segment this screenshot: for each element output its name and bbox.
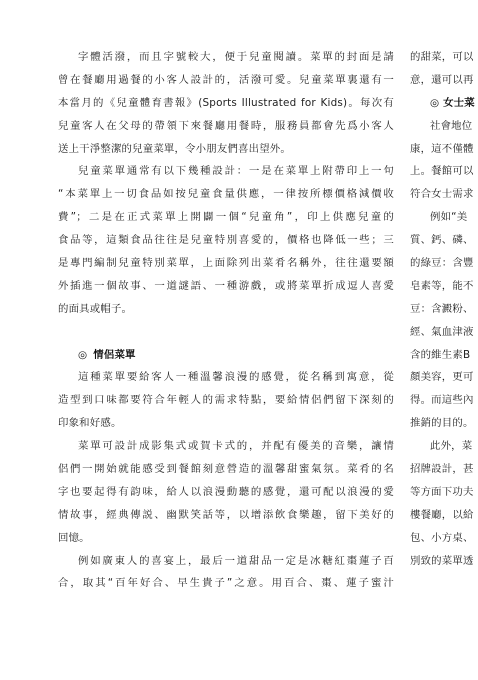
heading-text: 情侶菜單: [93, 348, 136, 361]
paragraph-wedding-example: [58, 550, 394, 596]
text-line: 顏美容，更可: [410, 371, 474, 384]
text-line: 兒童客人在父母的帶領下來餐廳用餐時，服務員都會先爲小客人: [58, 119, 394, 132]
text-line: 兒童菜單通常有以下幾種設計：一是在菜單上附帶印上一句: [78, 165, 394, 178]
text-line: 康，這不僅體: [410, 142, 474, 155]
text-line: “本菜單上一切食品如按兒童食量供應，一律按所標價格減價收: [58, 188, 394, 201]
section-spacer: [58, 321, 394, 344]
text-line: 意，還可以再: [410, 73, 474, 86]
text-line: 上。餐館可以: [410, 165, 474, 178]
text-line: 是專門編制兒童特別菜單，上面除列出菜肴名稱外，往往還要額: [58, 257, 394, 270]
text-line: 招牌設計，甚: [410, 463, 474, 476]
paragraph-children-menu-intro: [58, 46, 394, 160]
text-line: 情故事，經典傳説、幽默笑話等，以增添飲食樂趣，留下美好的: [58, 508, 394, 521]
text-line: 得。而這些內: [410, 394, 474, 407]
text-line: 例如廣東人的喜宴上，最后一道甜品一定是冰糖紅棗蓮子百: [78, 554, 394, 567]
right-column-cropped: [410, 46, 478, 572]
paragraph-children-menu-designs: [58, 160, 394, 320]
text-line: 的甜菜，可以: [410, 51, 474, 63]
text-line: 送上干淨整潔的兒童菜單，令小朋友們喜出望外。: [58, 142, 291, 155]
text-line: 別致的菜單透: [410, 554, 474, 567]
section-heading-womens-menu: ◎ 女士菜: [430, 96, 475, 109]
text-line: 食品等，這類食品往往是兒童特別喜愛的，價格也降低一些；三: [58, 234, 394, 247]
text-line: 造型到口味都要符合年輕人的需求特點，要給情侶們留下深刻的: [58, 394, 394, 407]
text-line: 合，取其“百年好合、早生貴子”之意。用百合、棗、蓮子蜜汁: [58, 577, 394, 590]
text-line: 外插進一個故事、一道謎語、一種游戲，或將菜單折成逗人喜愛: [58, 279, 394, 292]
section-bullet: ◎: [78, 348, 88, 361]
text-line: 豆：含澱粉、: [410, 302, 474, 315]
text-line: 曾在餐廳用過餐的小客人設計的，活潑可愛。兒童菜單裏還有一: [58, 73, 394, 86]
text-line: 回憶。: [58, 531, 90, 544]
text-line: 符合女士需求: [410, 188, 474, 201]
text-line: 等方面下功夫: [410, 485, 474, 498]
text-line: 此外，菜: [430, 440, 473, 453]
text-line: 字也要起得有韵味，給人以浪漫動聽的感覺，還可配以浪漫的愛: [58, 485, 394, 498]
text-line: 的綠豆：含豐: [410, 257, 474, 270]
text-line: 包、小方桌、: [410, 531, 474, 544]
text-line: 含的維生素B: [410, 348, 471, 361]
text-line: 皂素等，能不: [410, 279, 474, 292]
paragraph-couples-menu-design: [58, 435, 394, 549]
paragraph-couples-menu-intro: [58, 366, 394, 435]
text-line: 本當月的《兒童體育書報》(Sports Illustrated for Kids)。每次有: [58, 96, 394, 109]
text-line: 印象和好感。: [58, 417, 122, 430]
text-line: 的面具或帽子。: [58, 302, 133, 315]
section-heading-couples-menu: [58, 344, 394, 367]
text-line: 例如“美: [430, 211, 468, 224]
text-line: 侶們一開始就能感受到餐館刻意營造的溫馨甜蜜氣氛。菜肴的名: [58, 463, 394, 476]
text-line: 經、氣血津液: [410, 325, 474, 338]
text-line: 費”；二是在正式菜單上開闢一個“兒童角”，印上供應兒童的: [58, 211, 394, 224]
text-line: 菜單可設計成影集式或賀卡式的，并配有優美的音樂，讓情: [78, 440, 394, 453]
text-line: 樓餐廳，以給: [410, 508, 474, 521]
text-line: 推銷的目的。: [410, 417, 474, 430]
text-line: 字體活潑，而且字號較大，便于兒童閱讀。菜單的封面是請: [78, 51, 394, 63]
text-line: 這種菜單要給客人一種溫馨浪漫的感覺，從名稱到寓意，從: [78, 371, 394, 384]
text-line: 質、鈣、磷、: [410, 234, 474, 247]
text-line: 社會地位: [430, 119, 473, 132]
main-column: [58, 46, 394, 595]
